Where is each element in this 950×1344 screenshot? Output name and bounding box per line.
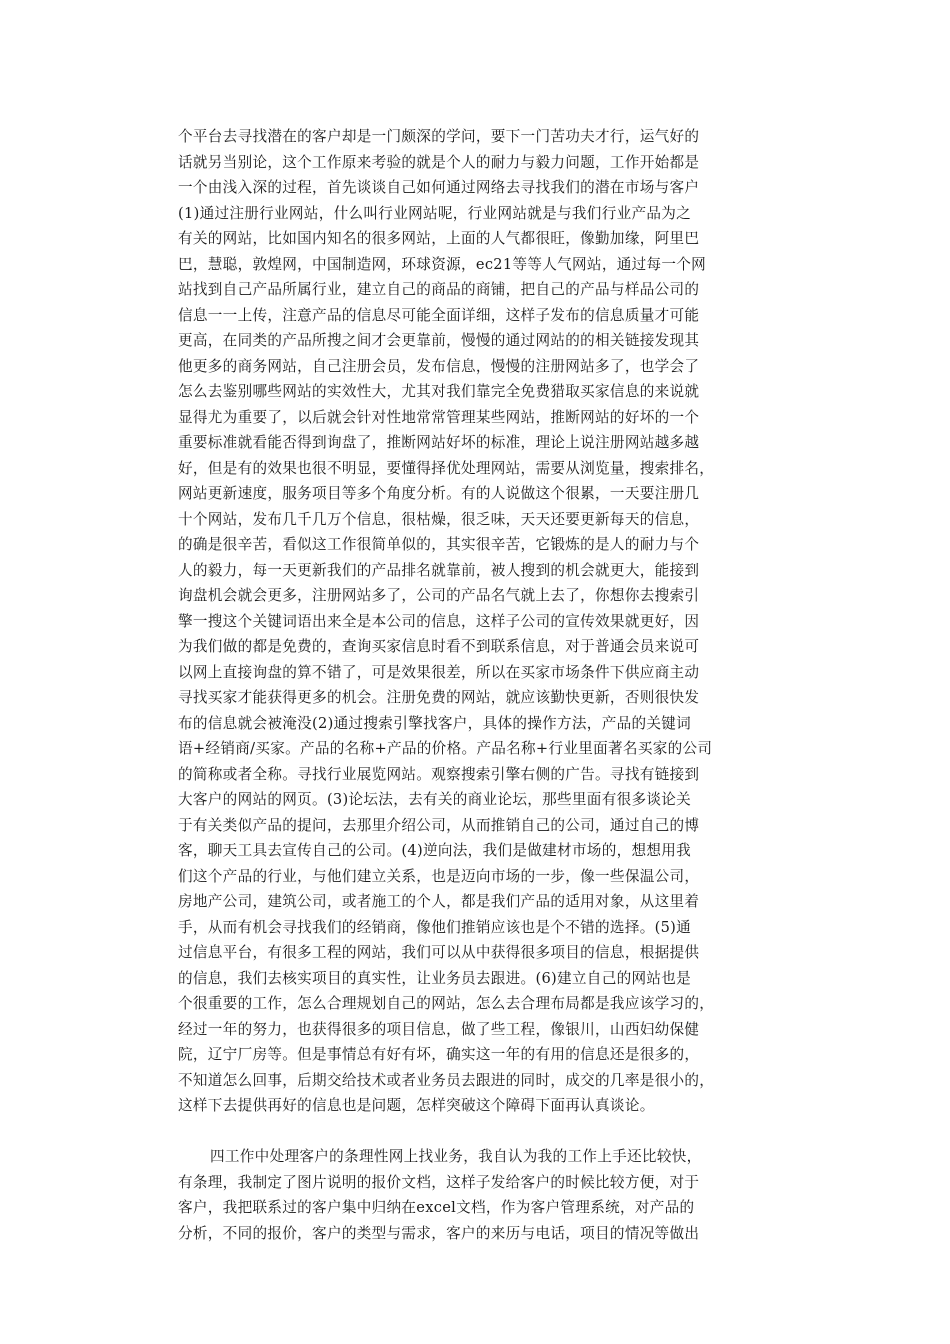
text-line: 布的信息就会被淹没(2)通过搜索引擎找客户，具体的操作方法，产品的关键词 [178,714,692,732]
paragraph-customer-handling [178,1144,778,1246]
text-line: 过信息平台，有很多工程的网站，我们可以从中获得很多项目的信息，根据提供 [178,944,700,961]
text-line: 们这个产品的行业，与他们建立关系，也是迈向市场的一步，像一些保温公司， [178,867,700,885]
text-line: 寻找买家才能获得更多的机会。注册免费的网站，就应该勤快更新，否则很快发 [178,689,700,706]
text-line: 个平台去寻找潜在的客户却是一门颇深的学问，要下一门苦功夫才行，运气好的 [178,128,700,145]
text-line: 经过一年的努力，也获得很多的项目信息，做了些工程，像银川，山西妇幼保健 [178,1020,700,1038]
text-line: 于有关类似产品的提问，去那里介绍公司，从而推销自己的公司，通过自己的博 [178,816,700,834]
text-line: 的确是很辛苦，看似这工作很简单似的，其实很辛苦，它锻炼的是人的耐力与个 [178,536,700,553]
text-line: 有关的网站，比如国内知名的很多网站，上面的人气都很旺，像勤加缘，阿里巴 [178,230,700,247]
text-line: 信息一一上传，注意产品的信息尽可能全面详细，这样子发布的信息质量才可能 [178,306,700,324]
text-line: 四工作中处理客户的条理性网上找业务，我自认为我的工作上手还比较快， [210,1148,702,1165]
text-line: 以网上直接询盘的算不错了，可是效果很差，所以在买家市场条件下供应商主动 [178,663,700,681]
text-line: 语+经销商/买家。产品的名称+产品的价格。产品名称+行业里面著名买家的公司 [178,740,713,757]
text-line: 重要标准就看能否得到询盘了，推断网站好坏的标准，理论上说注册网站越多越 [178,434,700,451]
text-line: 人的毅力，每一天更新我们的产品排名就靠前，被人搜到的机会就更大，能接到 [178,561,700,579]
text-line: 网站更新速度，服务项目等多个角度分析。有的人说做这个很累，一天要注册几 [178,485,700,502]
text-line: 站找到自己产品所属行业，建立自己的商品的商铺，把自己的产品与样品公司的 [178,281,700,298]
document-body [178,124,778,1246]
text-line: (1)通过注册行业网站，什么叫行业网站呢，行业网站就是与我们行业产品为之 [178,204,692,222]
text-line: 房地产公司，建筑公司，或者施工的个人，都是我们产品的适用对象，从这里着 [178,893,700,910]
text-line: 的简称或者全称。寻找行业展览网站。观察搜索引擎右侧的广告。寻找有链接到 [178,765,700,783]
text-line: 话就另当别论，这个工作原来考验的就是个人的耐力与毅力问题，工作开始都是 [178,153,700,171]
text-line: 院，辽宁厂房等。但是事情总有好有坏，确实这一年的有用的信息还是很多的， [178,1046,700,1063]
text-line: 他更多的商务网站，自己注册会员，发布信息，慢慢的注册网站多了，也学会了 [178,357,700,375]
text-line: 询盘机会就会更多，注册网站多了，公司的产品名气就上去了，你想你去搜索引 [178,587,700,604]
text-line: 大客户的网站的网页。(3)论坛法，去有关的商业论坛，那些里面有很多谈论关 [178,791,692,808]
paragraph-gap [178,1119,778,1145]
text-line: 擎一搜这个关键词语出来全是本公司的信息，这样子公司的宣传效果就更好，因 [178,612,700,630]
text-line: 显得尤为重要了，以后就会针对性地常常管理某些网站，推断网站的好坏的一个 [178,408,700,426]
text-line: 分析，不同的报价，客户的类型与需求，客户的来历与电话，项目的情况等做出 [178,1224,700,1242]
text-line: 有条理，我制定了图片说明的报价文档，这样子发给客户的时候比较方便，对于 [178,1173,700,1191]
text-line: 手，从而有机会寻找我们的经销商，像他们推销应该也是个不错的选择。(5)通 [178,918,692,936]
text-line: 十个网站，发布几千几万个信息，很枯燥，很乏味，天天还要更新每天的信息， [178,510,700,528]
text-line: 为我们做的都是免费的，查询买家信息时看不到联系信息，对于普通会员来说可 [178,638,700,655]
paragraph-customer-search [178,124,778,1119]
text-line: 一个由浅入深的过程，首先谈谈自己如何通过网络去寻找我们的潜在市场与客户 [178,179,700,196]
text-line: 更高，在同类的产品所搜之间才会更靠前，慢慢的通过网站的的相关链接发现其 [178,332,700,349]
text-line: 好，但是有的效果也很不明显，要懂得择优处理网站，需要从浏览量，搜索排名， [178,459,715,477]
text-line: 这样下去提供再好的信息也是问题，怎样突破这个障碍下面再认真谈论。 [178,1097,655,1114]
text-line: 巴，慧聪，敦煌网，中国制造网，环球资源，ec21等等人气网站，通过每一个网 [178,255,707,273]
text-line: 不知道怎么回事，后期交给技术或者业务员去跟进的同时，成交的几率是很小的， [178,1071,715,1089]
text-line: 个很重要的工作，怎么合理规划自己的网站，怎么去合理布局都是我应该学习的， [178,995,715,1012]
text-line: 怎么去鉴别哪些网站的实效性大，尤其对我们靠完全免费猎取买家信息的来说就 [178,383,700,400]
text-line: 客，聊天工具去宣传自己的公司。(4)逆向法，我们是做建材市场的，想想用我 [178,842,692,859]
text-line: 客户，我把联系过的客户集中归纳在excel文档，作为客户管理系统，对产品的 [178,1199,695,1216]
text-line: 的信息，我们去核实项目的真实性，让业务员去跟进。(6)建立自己的网站也是 [178,969,692,987]
